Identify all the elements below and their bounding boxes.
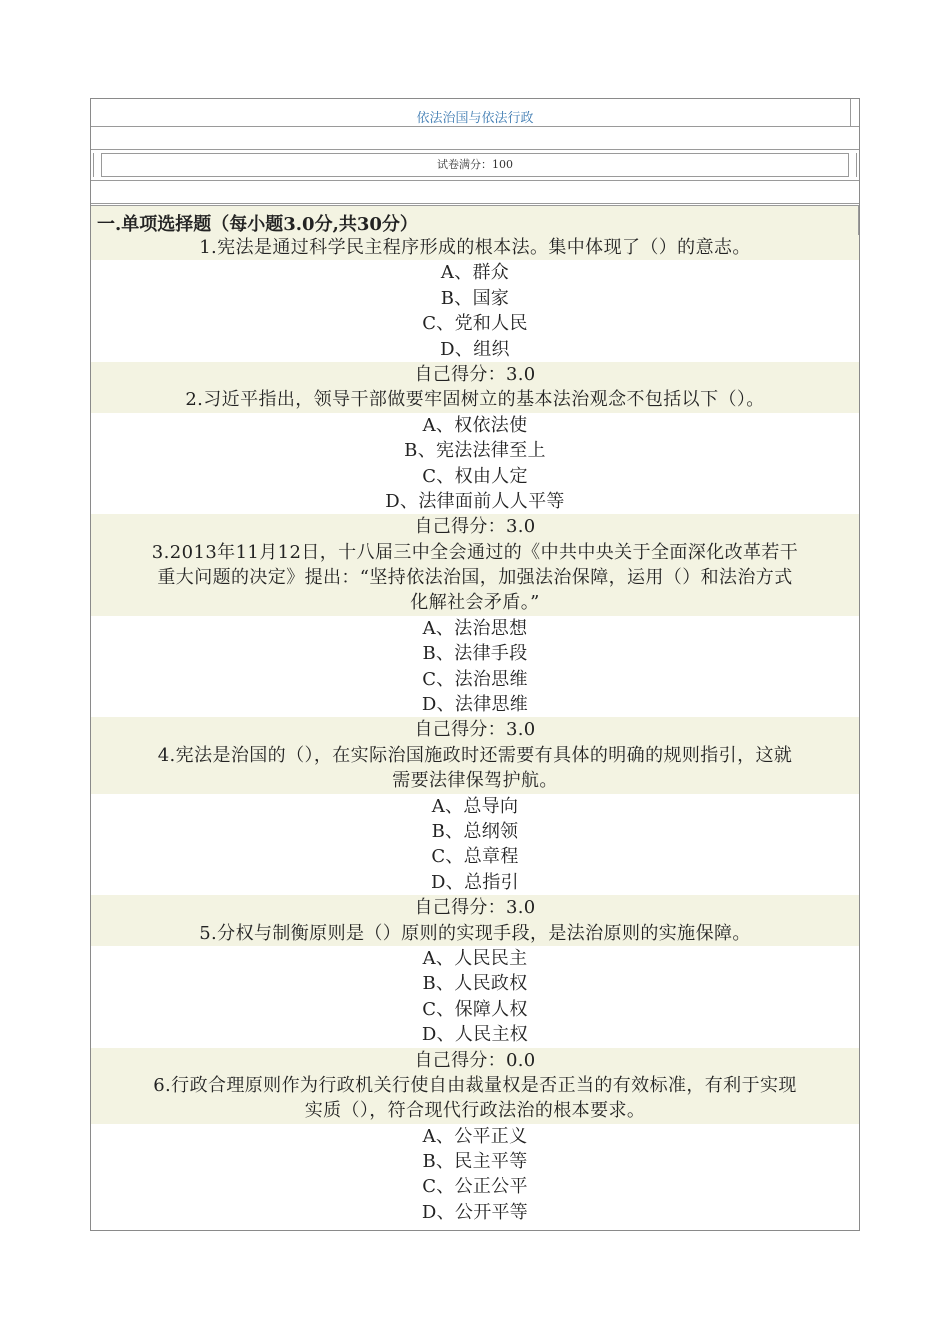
full-score: 试卷满分：100 (101, 153, 849, 177)
answer-option[interactable]: D、公开平等 (421, 1201, 529, 1223)
answer-option[interactable]: C、公正公平 (422, 1176, 528, 1198)
answer-option[interactable]: D、法律思维 (421, 694, 529, 716)
question-text-line: 6.行政合理原则作为行政机关行使自由裁量权是否正当的有效标准，有利于实现 (153, 1074, 797, 1096)
answer-option[interactable]: C、法治思维 (422, 668, 528, 690)
question-stem (91, 921, 859, 946)
question-block (91, 743, 859, 921)
question-block (91, 387, 859, 539)
answer-option[interactable]: A、人民民主 (422, 947, 528, 969)
question-score: 自己得分：3.0 (91, 717, 859, 742)
answer-option[interactable]: C、总章程 (431, 846, 519, 868)
answer-option[interactable]: C、党和人民 (422, 313, 528, 335)
question-block (91, 1073, 859, 1225)
question-score: 自己得分：3.0 (91, 514, 859, 539)
cell-border (850, 99, 851, 126)
question-list (91, 235, 859, 1225)
answer-option[interactable]: B、人民政权 (422, 973, 528, 995)
answer-option[interactable]: B、民主平等 (422, 1151, 528, 1173)
question-block (91, 921, 859, 1073)
answer-option[interactable]: C、保障人权 (422, 998, 528, 1020)
question-text-line: 2.习近平指出，领导干部做要牢固树立的基本法治观念不包括以下（）。 (185, 389, 765, 411)
title-row (91, 99, 859, 127)
question-text-line: 重大问题的决定》提出：“坚持依法治国，加强法治保障，运用（）和法治方式 (157, 567, 793, 589)
section-header (91, 205, 859, 236)
question-text-line: 3.2013年11月12日，十八届三中全会通过的《中共中央关于全面深化改革若干 (151, 541, 799, 563)
question-score: 自己得分：3.0 (91, 895, 859, 920)
cell-border (856, 153, 857, 177)
cell-border (93, 153, 94, 177)
answer-option[interactable]: A、法治思想 (422, 617, 528, 639)
question-text-line: 1.宪法是通过科学民主程序形成的根本法。集中体现了（）的意志。 (199, 237, 751, 258)
question-score: 自己得分：3.0 (91, 362, 859, 387)
answer-option[interactable]: A、公平正义 (422, 1125, 528, 1147)
question-stem (91, 743, 859, 794)
question-text-line: 4.宪法是治国的（），在实际治国施政时还需要有具体的明确的规则指引，这就 (157, 744, 793, 766)
answer-option[interactable]: A、群众 (440, 262, 510, 284)
question-stem (91, 235, 859, 260)
separator (91, 203, 859, 204)
answer-option[interactable]: B、国家 (440, 287, 510, 309)
question-stem (91, 1073, 859, 1124)
answer-option[interactable]: D、组织 (440, 338, 510, 360)
answer-option[interactable]: C、权由人定 (422, 465, 528, 487)
cell-border (858, 206, 859, 236)
question-text-line: 5.分权与制衡原则是（）原则的实现手段，是法治原则的实施保障。 (199, 922, 751, 944)
question-stem (91, 387, 859, 412)
answer-option[interactable]: B、宪法法律至上 (404, 440, 546, 462)
answer-option[interactable]: B、法律手段 (422, 643, 528, 665)
answer-option[interactable]: D、法律面前人人平等 (385, 490, 565, 512)
answer-option[interactable]: B、总纲领 (431, 820, 519, 842)
answer-option[interactable]: A、总导向 (431, 795, 519, 817)
exam-frame (90, 98, 860, 1231)
question-text-line: 实质（），符合现代行政法治的根本要求。 (304, 1100, 646, 1122)
exam-title: 依法治国与依法行政 (416, 111, 534, 126)
question-text-line: 需要法律保驾护航。 (392, 770, 558, 792)
answer-option[interactable]: D、总指引 (431, 871, 519, 893)
answer-option[interactable]: D、人民主权 (421, 1024, 529, 1046)
full-score-row (91, 149, 859, 181)
answer-option[interactable]: A、权依法使 (422, 414, 528, 436)
section-title: 一.单项选择题（每小题3.0分,共30分） (97, 214, 418, 235)
question-stem (91, 540, 859, 616)
question-block (91, 540, 859, 743)
question-text-line: 化解社会矛盾。” (410, 592, 540, 614)
question-score: 自己得分：0.0 (91, 1048, 859, 1073)
question-block (91, 235, 859, 387)
